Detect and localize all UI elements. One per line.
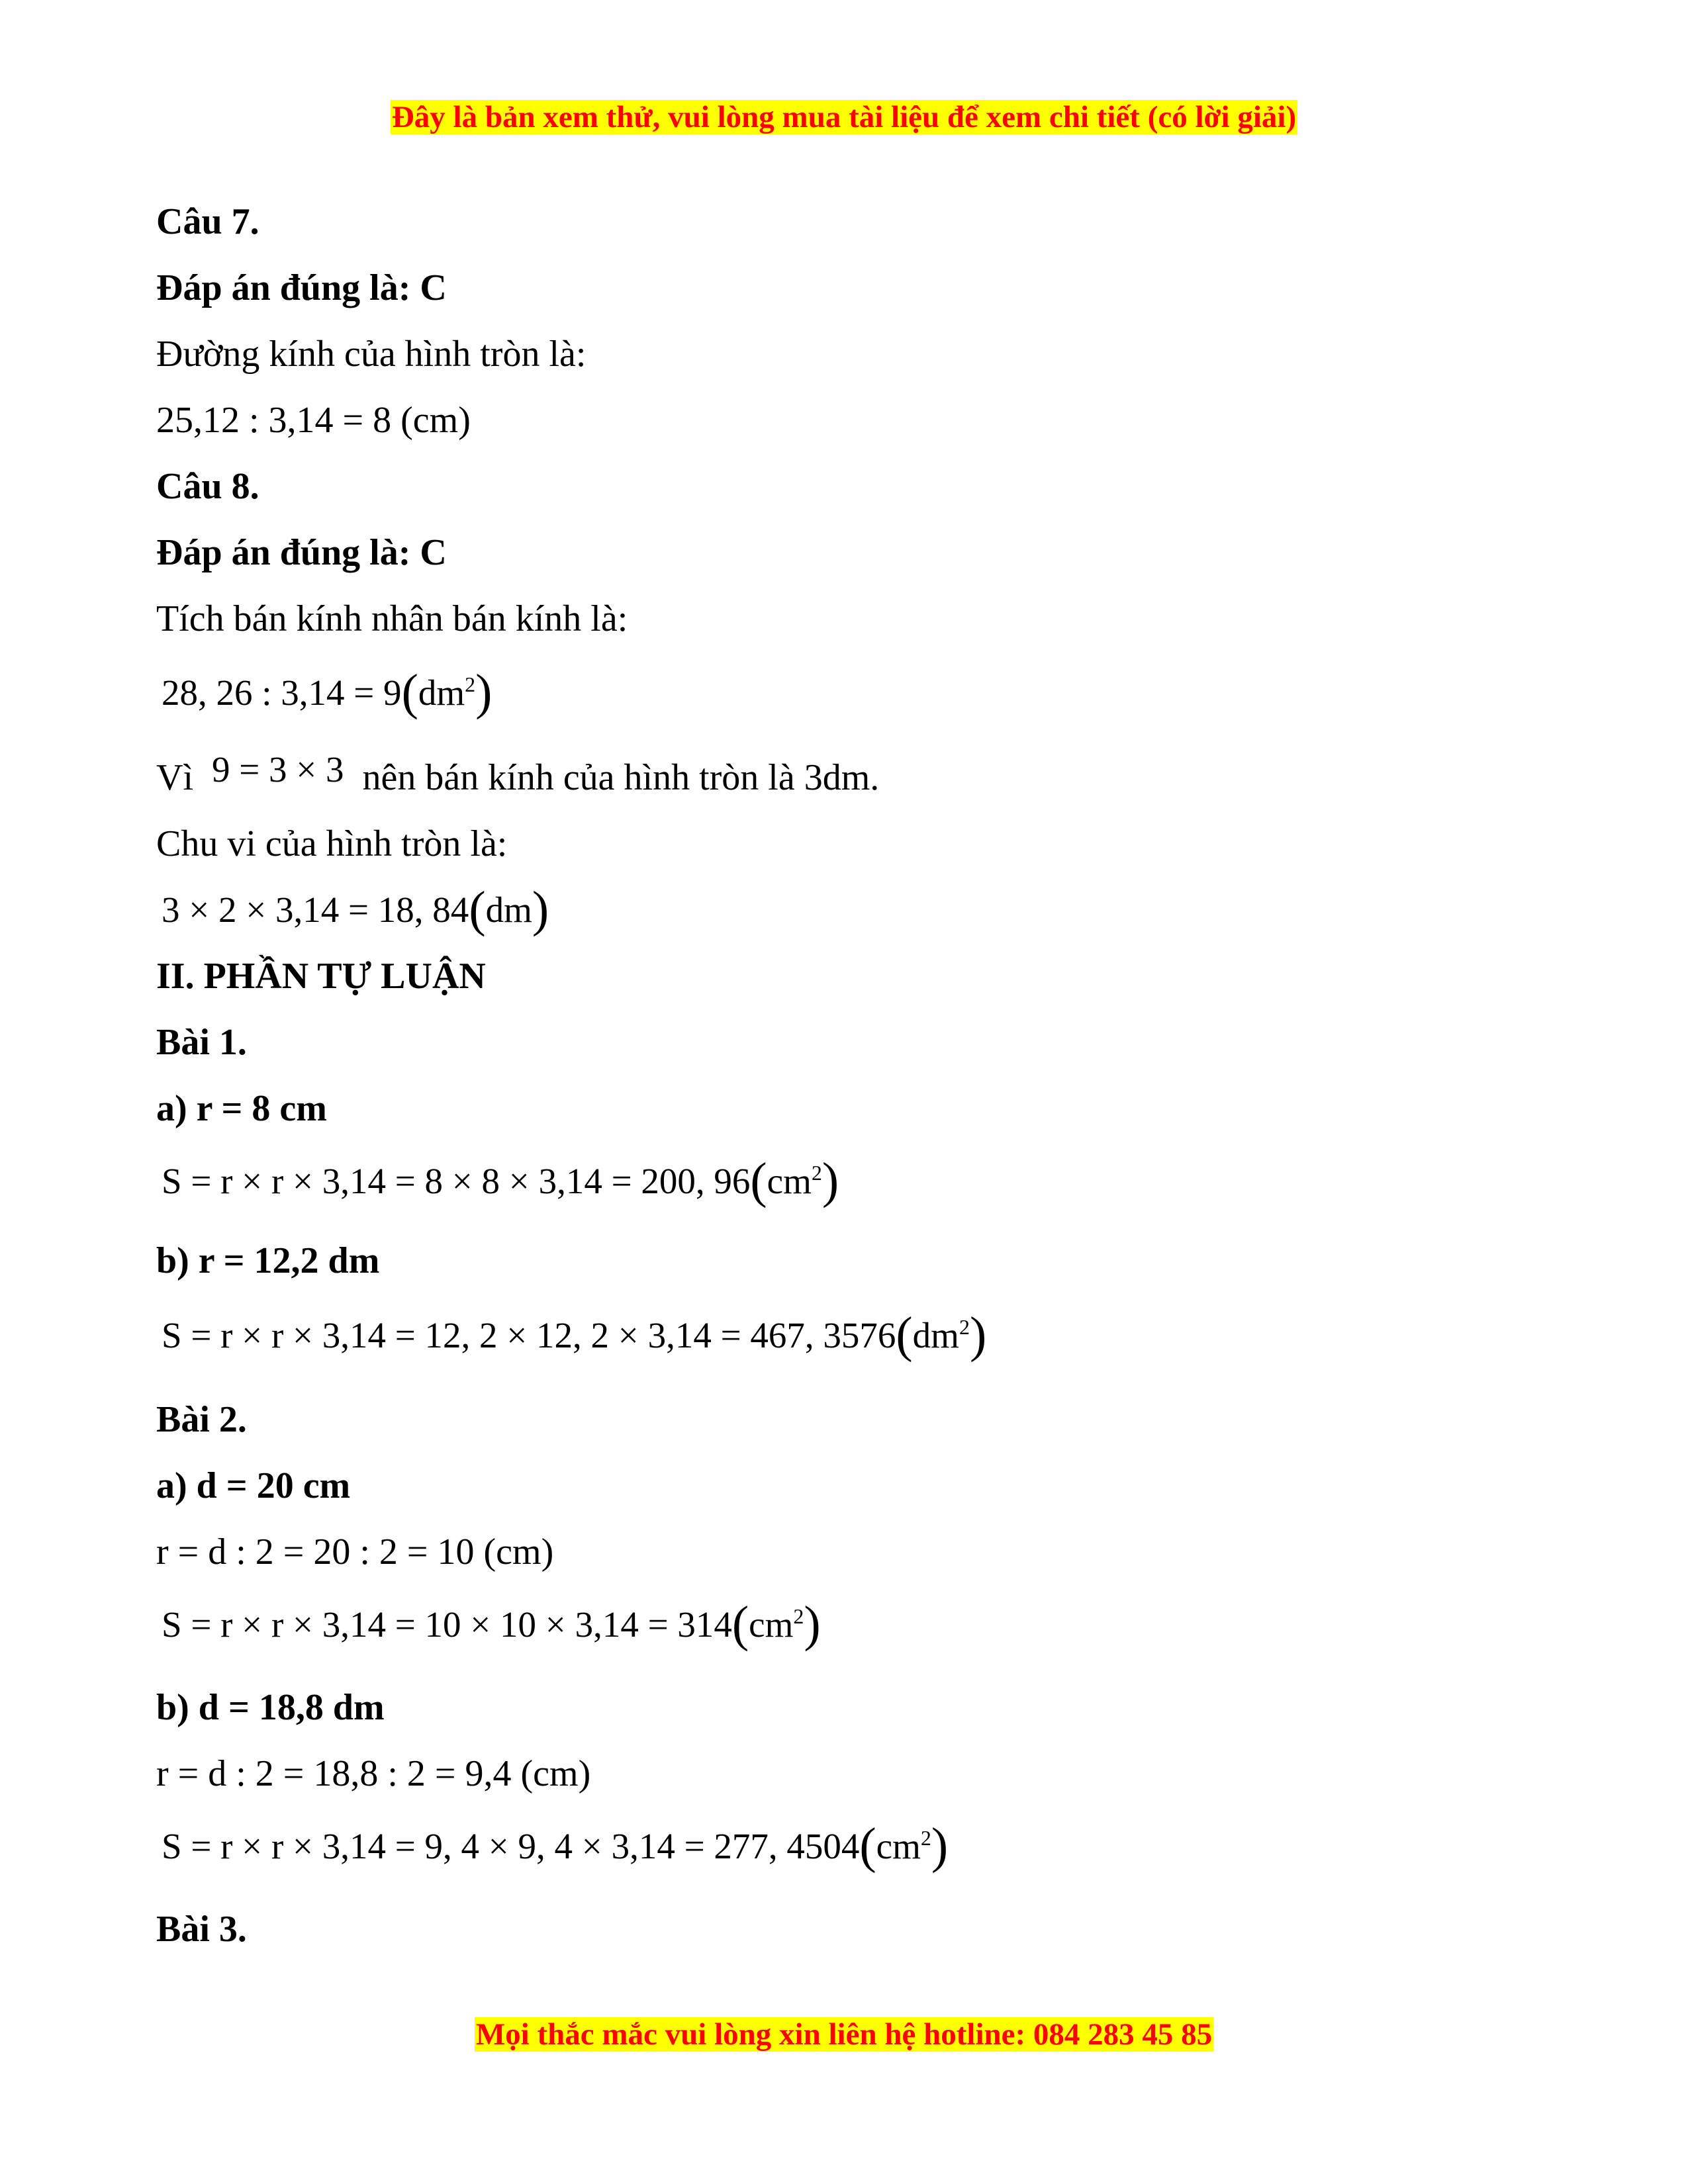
exercise-1-title: Bài 1. (156, 1022, 247, 1063)
exercise-1-b-label: b) r = 12,2 dm (156, 1240, 380, 1281)
question-8-text-1: Tích bán kính nhân bán kính là: (156, 598, 628, 639)
exercise-1-b-formula: S = r × r × 3,14 = 12, 2 × 12, 2 × 3,14 = 467, $3576(dm^2)$ (162, 1307, 987, 1363)
question-7-calc: 25,12 : 3,14 = 8 (cm) (156, 400, 471, 441)
exercise-2-a-formula: $S = r \times r \times 3,14 = 10 \times 10 \times 3,14 = 314(cm^2)$ (162, 1596, 821, 1652)
question-7-title: Câu 7. (156, 201, 259, 242)
question-7-answer: Đáp án đúng là: C (156, 267, 447, 308)
exercise-2-a-calc: r = d : 2 = 20 : 2 = 10 (cm) (156, 1531, 554, 1572)
exercise-2-b-label: b) d = 18,8 dm (156, 1687, 385, 1728)
exercise-2-title: Bài 2. (156, 1399, 247, 1440)
preview-notice-text: Đây là bản xem thử, vui lòng mua tài liệu để xem chi tiết (có lời giải) (391, 100, 1297, 134)
question-8-text-3: Chu vi của hình tròn là: (156, 823, 508, 864)
exercise-1-a-formula: S = r × r × 3,14 = 8 × 8 × 3,14 = 200, $96(cm^2)$ (162, 1153, 839, 1208)
question-8-formula-1: 28, 26 : $3,14 = 9(dm^2)$ (162, 664, 492, 720)
exercise-2-b-formula: S = r × r × 3,14 = 9, 4 × 9, 4 × 3,14 = 277, $4504(cm^2)$ (162, 1818, 949, 1874)
hotline-banner (0, 2015, 1688, 2054)
part-2-title: II. PHẦN TỰ LUẬN (156, 956, 486, 997)
exercise-2-b-calc: r = d : 2 = 18,8 : 2 = 9,4 (cm) (156, 1753, 591, 1794)
exercise-1-a-label: a) r = 8 cm (156, 1088, 327, 1129)
hotline-text: Mọi thắc mắc vui lòng xin liên hệ hotline: 084 283 45 85 (475, 2017, 1213, 2052)
exercise-3-title: Bài 3. (156, 1909, 247, 1950)
exercise-2-a-label: a) d = 20 cm (156, 1465, 351, 1506)
question-8-title: Câu 8. (156, 466, 259, 507)
question-7-text: Đường kính của hình tròn là: (156, 334, 586, 375)
question-8-answer: Đáp án đúng là: C (156, 532, 447, 573)
question-8-text-2: Vì 9 = 3 × 3 nên bán kính của hình tròn là 3dm. (156, 749, 880, 798)
preview-notice-banner (0, 98, 1688, 136)
question-8-formula-3: 3 × 2 × 3,14 = 18, 84(dm) (162, 882, 549, 937)
